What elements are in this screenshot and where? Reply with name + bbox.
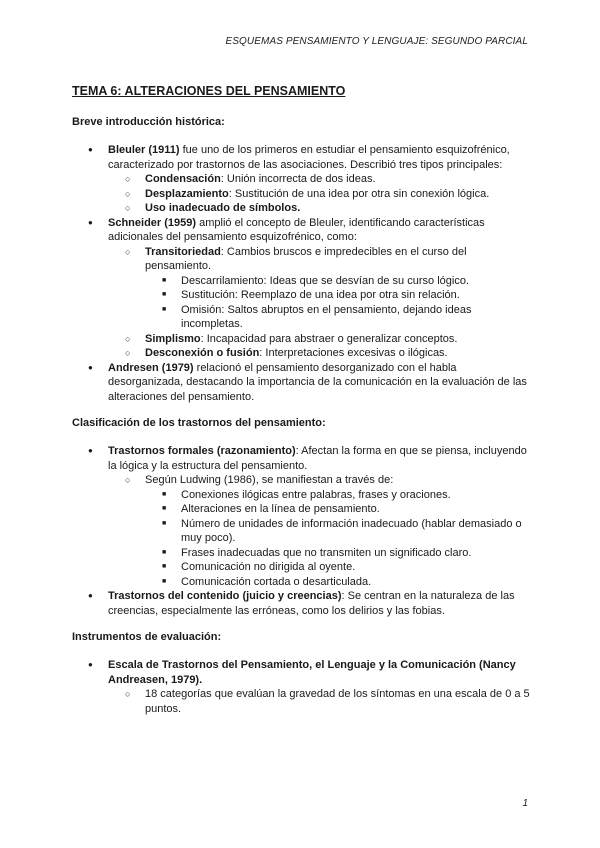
term-desc: : Unión incorrecta de dos ideas.	[220, 173, 376, 185]
list-item: ■ Comunicación no dirigida al oyente.	[145, 560, 532, 575]
term: Simplismo	[145, 332, 201, 345]
page-header: ESQUEMAS PENSAMIENTO Y LENGUAJE: SEGUNDO PARCIAL	[225, 36, 528, 47]
list-item-schneider	[72, 216, 532, 361]
andresen-text: relacionó el pensamiento desorganizado con el habla desorganizada, destacando la importancia de la comunicación en la evaluación de las alteraciones del pensamiento.	[108, 361, 527, 403]
term-desc: : Cambios bruscos e impredecibles en el curso del pensamiento.	[145, 245, 467, 272]
list-item-bleuler	[72, 143, 532, 216]
term: Desplazamiento	[145, 187, 229, 200]
term: Uso inadecuado de símbolos.	[145, 202, 301, 214]
page-title: TEMA 6: ALTERACIONES DEL PENSAMIENTO	[72, 84, 346, 98]
ludwing-text: Según Ludwing (1986), se manifiestan a través de:	[145, 474, 394, 486]
bleuler-sublist	[108, 172, 532, 216]
term: Condensación	[145, 173, 221, 185]
list-item: ○ 18 categorías que evalúan la gravedad de los síntomas en una escala de 0 a 5 puntos.	[108, 687, 532, 716]
term-desc: : Incapacidad para abstraer o generalizar conceptos.	[200, 332, 458, 345]
term: Trastornos del contenido (juicio y creencias)	[108, 590, 342, 602]
list-item	[108, 187, 532, 202]
schneider-name: Schneider (1959)	[108, 216, 197, 229]
ludwing-sublist	[145, 488, 532, 590]
scale-sublist	[108, 687, 532, 716]
formales-sublist	[108, 473, 532, 589]
list-item: ■ Alteraciones en la línea de pensamiento.	[145, 502, 532, 517]
list-item	[108, 201, 532, 216]
list-item: ■ Conexiones ilógicas entre palabras, frases y oraciones.	[145, 488, 532, 503]
term: Trastornos formales (razonamiento)	[108, 445, 296, 457]
instruments-list	[72, 658, 532, 716]
list-item	[108, 172, 532, 187]
list-item-contenido	[72, 589, 532, 618]
list-item: ■ Frases inadecuadas que no transmiten un significado claro.	[145, 546, 532, 561]
intro-list	[72, 143, 532, 404]
classification-list	[72, 444, 532, 618]
classification-heading: Clasificación de los trastornos del pensamiento:	[72, 417, 326, 429]
list-item	[108, 332, 532, 347]
schneider-text: amplió el concepto de Bleuler, identificando características adicionales del pensamiento esquizofrénico, como:	[108, 216, 485, 243]
list-item: ■ Sustitución: Reemplazo de una idea por otra sin relación.	[145, 288, 532, 303]
term-desc: : Se centran en la naturaleza de las creencias, especialmente las erróneas, como los delirios y las fobias.	[108, 590, 515, 617]
term: Transitoriedad	[145, 245, 221, 258]
term-desc: : Sustitución de una idea por otra sin conexión lógica.	[228, 187, 490, 200]
list-item: ■ Descarrilamiento: Ideas que se desvían de su curso lógico.	[145, 274, 532, 289]
list-item-andresen	[72, 361, 532, 405]
list-item-scale	[72, 658, 532, 716]
intro-heading: Breve introducción histórica:	[72, 116, 225, 128]
term: Desconexión o fusión	[145, 347, 260, 359]
list-item-formales	[72, 444, 532, 589]
list-item-transitoriedad	[108, 245, 532, 332]
list-item-ludwing	[108, 473, 532, 589]
list-item: ■ Número de unidades de información inadecuado (hablar demasiado o muy poco).	[145, 517, 532, 546]
term-desc: : Afectan la forma en que se piensa, incluyendo la lógica y la estructura del pensamiento.	[108, 445, 527, 472]
document-body	[72, 84, 532, 716]
bleuler-name: Bleuler (1911)	[108, 144, 180, 156]
list-item: ■ Comunicación cortada o desarticulada.	[145, 575, 532, 590]
schneider-sublist	[108, 245, 532, 361]
andresen-name: Andresen (1979)	[108, 361, 194, 374]
scale-name: Escala de Trastornos del Pensamiento, el Lenguaje y la Comunicación (Nancy Andreasen, 1979).	[108, 659, 516, 686]
instruments-heading: Instrumentos de evaluación:	[72, 631, 222, 643]
transitoriedad-sublist	[145, 274, 532, 332]
list-item: ■ Omisión: Saltos abruptos en el pensamiento, dejando ideas incompletas.	[145, 303, 532, 332]
bleuler-text: fue uno de los primeros en estudiar el pensamiento esquizofrénico, caracterizado por trastornos de las asociaciones. Describió tres tipos principales:	[108, 144, 510, 171]
list-item	[108, 346, 532, 361]
page-number: 1	[522, 798, 528, 809]
term-desc: : Interpretaciones excesivas o ilógicas.	[259, 347, 448, 359]
